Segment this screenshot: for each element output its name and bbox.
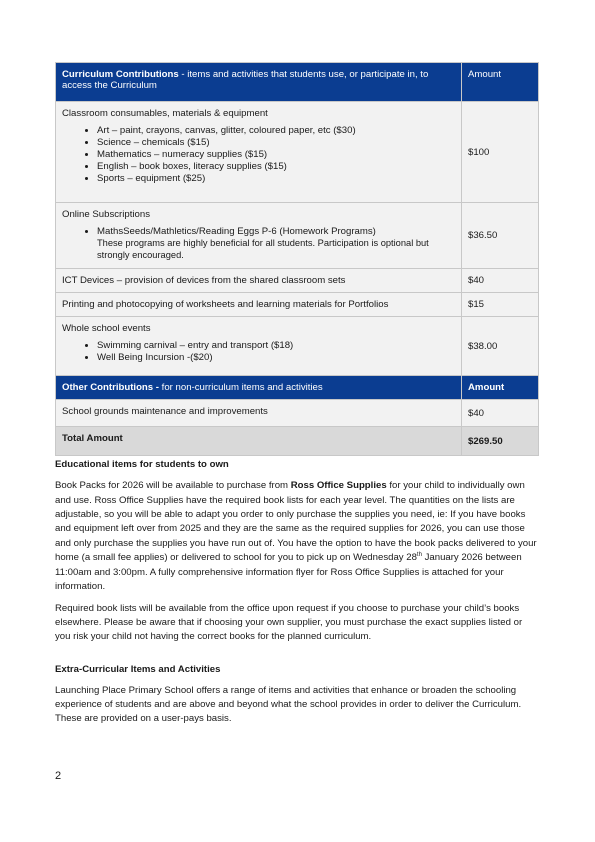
page-number: 2 <box>55 770 62 782</box>
row-amount: $36.50 <box>462 203 539 269</box>
section-heading: Educational items for students to own <box>55 459 229 471</box>
total-label: Total Amount <box>56 427 462 456</box>
row-title: ICT Devices – provision of devices from the shared classroom sets <box>56 269 462 293</box>
document-page <box>55 62 539 734</box>
other-header-rest: for non-curriculum items and activities <box>159 382 323 394</box>
supplier-name: Ross Office Supplies <box>290 480 387 492</box>
subscription-note: These programs are highly beneficial for all students. Participation is optional but strongly encouraged. <box>97 238 429 260</box>
table-row <box>56 293 539 317</box>
book-lists-paragraph: Required book lists will be available from the office upon request if you choose to purchase your child’s books elsewhere. Please be aware that if choosing your own supplier, you must purchase the exact supplies listed or you risk your child not having the correct books for the planned curriculum. <box>55 602 523 643</box>
extra-curricular-paragraph: Launching Place Primary School offers a range of items and activities that enhance or broaden the schooling experience of students and are above and beyond what the school provides in order to deliver the Curriculum. These are provided on a user-pays basis. <box>55 684 522 725</box>
online-subscriptions-cell <box>56 203 462 269</box>
contributions-table <box>55 62 539 456</box>
curriculum-header-bold: Curriculum Contributions <box>62 69 179 80</box>
table-row <box>56 269 539 293</box>
date-suffix: th <box>416 552 422 559</box>
row-amount: $40 <box>462 269 539 293</box>
row-amount: $100 <box>462 102 539 203</box>
paragraph-text: for your child to individually own and use. Ross Office Supplies have the required book lists for each year level. The quantities on the lists are adjustable, so you will be able to adapt you order to only purchase the supplies you need, ie: If you have books and equipment left over from 2025 and they are the same as the required supplies for 2026, you can use those and only purchase the supplies you have run out of. You have the option to have the book packs delivered to your home (a small fee applies) or delivered to school for you to pick up on Wednesday 28 <box>55 480 537 564</box>
list-item: • Sports – equipment ($25) <box>97 173 455 184</box>
other-header-title <box>56 376 462 400</box>
list-item: • English – book boxes, literacy supplies ($15) <box>97 161 455 172</box>
other-header-bold: Other Contributions - <box>62 382 159 394</box>
list-item: • Well Being Incursion -($20) <box>97 352 455 363</box>
paragraph-text: January 2026 between 11:00am and 3:00pm. A fully comprehensive information flyer for Ross Office Supplies is attached for your information. <box>55 552 522 593</box>
total-row <box>56 427 539 456</box>
curriculum-header-rest: - items and activities that students use, or participate in, to access the Curriculum <box>62 69 429 91</box>
list-item: • Art – paint, crayons, canvas, glitter, coloured paper, etc ($30) <box>97 125 455 136</box>
total-amount: $269.50 <box>462 427 539 456</box>
table-row <box>56 400 539 427</box>
curriculum-header-title <box>56 63 462 102</box>
list-item: • Mathematics – numeracy supplies ($15) <box>97 149 455 160</box>
table-row <box>56 203 539 269</box>
other-header-amount <box>462 376 539 400</box>
extra-curricular-section <box>55 664 539 727</box>
other-header-row <box>56 376 539 400</box>
table-row <box>56 317 539 376</box>
other-header-amount-label: Amount <box>468 382 505 394</box>
row-title: Classroom consumables, materials & equipment <box>62 108 268 119</box>
section-heading: Extra-Curricular Items and Activities <box>55 663 221 675</box>
row-amount: $40 <box>462 400 539 427</box>
row-amount: $38.00 <box>462 317 539 376</box>
curriculum-header-row <box>56 63 539 102</box>
list-item: • Science – chemicals ($15) <box>97 137 455 148</box>
consumables-list <box>62 125 455 184</box>
list-item: • Swimming carnival – entry and transport ($18) <box>97 340 455 351</box>
classroom-consumables-cell <box>56 102 462 203</box>
table-row <box>56 102 539 203</box>
curriculum-header-amount: Amount <box>462 63 539 102</box>
paragraph-text: Book Packs for 2026 will be available to purchase from <box>55 480 291 492</box>
educational-items-section <box>55 459 539 644</box>
row-title: Printing and photocopying of worksheets and learning materials for Portfolios <box>56 293 462 317</box>
subscription-item: MathsSeeds/Mathletics/Reading Eggs P-6 (Homework Programs) <box>97 226 376 237</box>
row-title: School grounds maintenance and improvements <box>56 400 462 427</box>
subscriptions-list <box>62 226 455 261</box>
row-amount: $15 <box>462 293 539 317</box>
row-title: Online Subscriptions <box>62 209 150 220</box>
whole-school-events-cell <box>56 317 462 376</box>
list-item <box>97 226 455 261</box>
events-list <box>62 340 455 363</box>
row-title: Whole school events <box>62 323 151 335</box>
book-packs-paragraph <box>55 479 539 594</box>
